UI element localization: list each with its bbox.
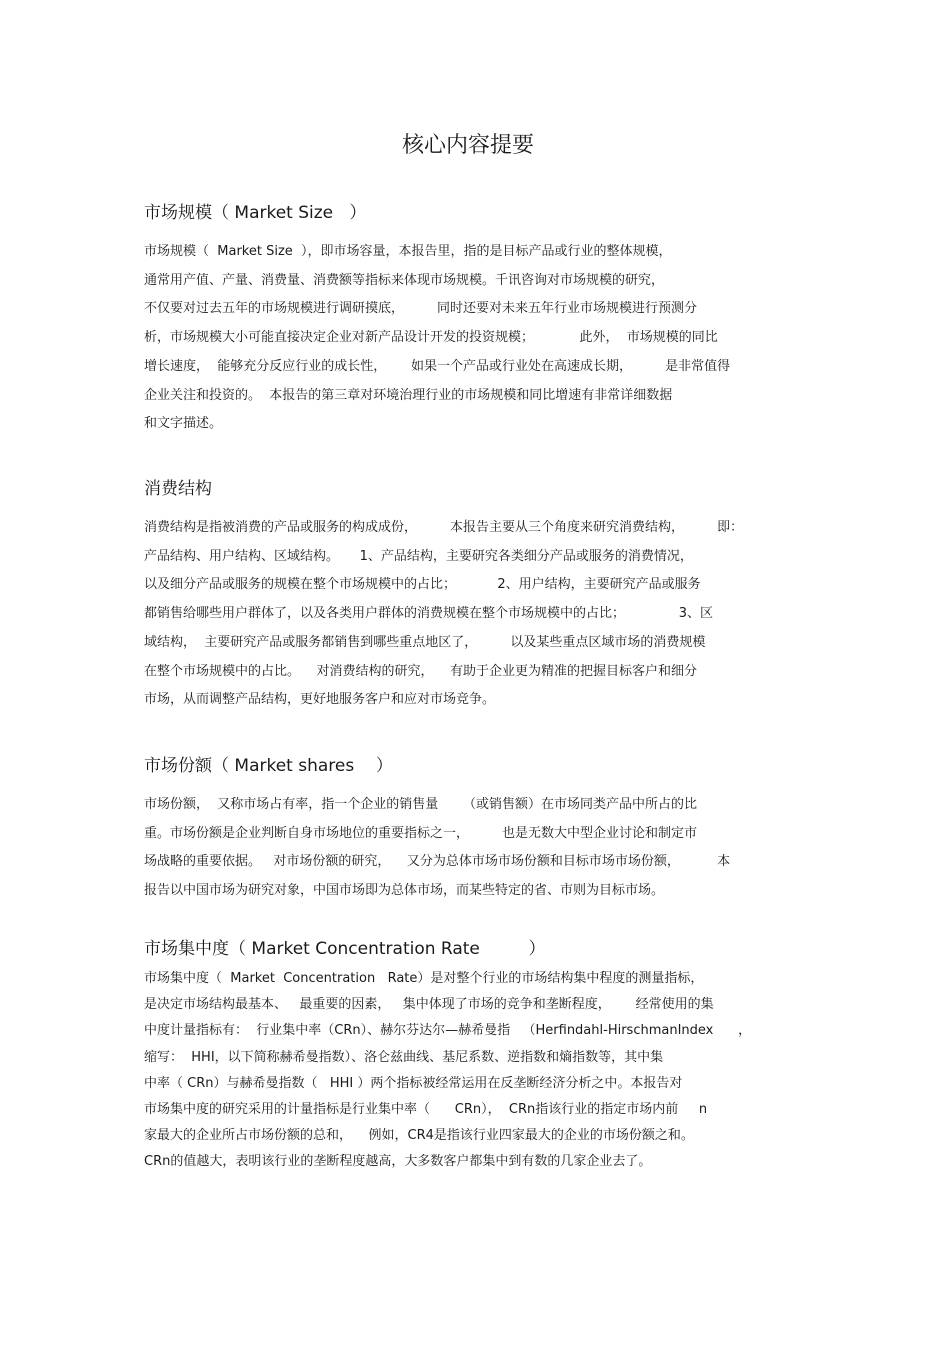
paragraph-line: 都销售给哪些用户群体了，以及各类用户群体的消费规模在整个市场规模中的占比； 3、区: [144, 606, 713, 622]
section-market-shares: [144, 753, 810, 906]
paragraph-line: 缩写： HHI，以下简称赫希曼指数）、洛仑兹曲线、基尼系数、逆指数和熵指数等，其中集: [144, 1049, 664, 1065]
section-consumption-structure: [144, 476, 810, 715]
document-title: 核心内容提要: [401, 133, 534, 158]
section-market-concentration: [144, 936, 810, 1176]
paragraph-line: 析，市场规模大小可能直接决定企业对新产品设计开发的投资规模； 此外， 市场规模的同比: [144, 330, 718, 346]
paragraph-line: 产品结构、用户结构、区域结构。 1、产品结构，主要研究各类细分产品或服务的消费情况，: [144, 548, 693, 564]
paragraph-line: 市场，从而调整产品结构，更好地服务客户和应对市场竞争。: [144, 692, 496, 708]
paragraph-line: 是决定市场结构最基本、 最重要的因素， 集中体现了市场的竞争和垄断程度， 经常使用的集: [144, 997, 714, 1013]
section-heading-market-concentration: 市场集中度（ Market Concentration Rate ）: [144, 939, 546, 959]
section-body-market-concentration: [144, 966, 810, 1176]
section-body-market-shares: [144, 791, 810, 906]
section-market-size: [144, 200, 810, 439]
paragraph-line: 企业关注和投资的。 本报告的第三章对环境治理行业的市场规模和同比增速有非常详细数据: [144, 387, 673, 403]
paragraph-line: 以及细分产品或服务的规模在整个市场规模中的占比； 2、用户结构，主要研究产品或服务: [144, 577, 701, 593]
paragraph-line: CRn的值越大，表明该行业的垄断程度越高，大多数客户都集中到有数的几家企业去了。: [144, 1154, 652, 1170]
paragraph-line: 域结构， 主要研究产品或服务都销售到哪些重点地区了， 以及某些重点区域市场的消费规模: [144, 634, 706, 650]
paragraph-line: 中度计量指标有： 行业集中率（CRn）、赫尔芬达尔—赫希曼指 （Herfindahl-HirschmanIndex ，: [144, 1023, 752, 1039]
section-body-market-size: [144, 238, 810, 439]
paragraph-line: 市场集中度的研究采用的计量指标是行业集中率（ CRn）， CRn指该行业的指定市场内前 n: [144, 1102, 708, 1118]
paragraph-line: 和文字描述。: [144, 416, 223, 432]
paragraph-line: 在整个市场规模中的占比。 对消费结构的研究， 有助于企业更为精准的把握目标客户和细分: [144, 663, 698, 679]
paragraph-line: 家最大的企业所占市场份额的总和， 例如，CR4是指该行业四家最大的企业的市场份额之和。: [144, 1128, 694, 1144]
paragraph-line: 重。市场份额是企业判断自身市场地位的重要指标之一， 也是无数大中型企业讨论和制定市: [144, 825, 698, 841]
paragraph-line: 市场规模（ Market Size ），即市场容量，本报告里，指的是目标产品或行业的整体规模，: [144, 244, 672, 259]
section-heading-market-size: 市场规模（ Market Size ）: [144, 203, 367, 223]
section-heading-market-shares: 市场份额（ Market shares ）: [144, 756, 393, 776]
section-heading-consumption-structure: 消费结构: [144, 479, 212, 499]
paragraph-line: 市场份额， 又称市场占有率，指一个企业的销售量 （或销售额）在市场同类产品中所占的比: [144, 797, 698, 812]
paragraph-line: 场战略的重要依据。 对市场份额的研究， 又分为总体市场市场份额和目标市场市场份额， 本: [144, 854, 731, 870]
paragraph-line: 中率（ CRn）与赫希曼指数（ HHI ）两个指标被经常运用在反垄断经济分析之中。本报告对: [144, 1075, 683, 1091]
paragraph-line: 通常用产值、产量、消费量、消费额等指标来体现市场规模。千讯咨询对市场规模的研究，: [144, 272, 665, 288]
paragraph-line: 报告以中国市场为研究对象，中国市场即为总体市场，而某些特定的省、市则为目标市场。: [144, 883, 665, 899]
paragraph-line: 市场集中度（ Market Concentration Rate）是对整个行业的市场结构集中程度的测量指标，: [144, 971, 704, 986]
paragraph-line: 消费结构是指被消费的产品或服务的构成成份， 本报告主要从三个角度来研究消费结构， 即：: [144, 520, 744, 535]
paragraph-line: 不仅要对过去五年的市场规模进行调研摸底， 同时还要对未来五年行业市场规模进行预测分: [144, 301, 698, 317]
section-body-consumption-structure: [144, 514, 810, 715]
paragraph-line: 增长速度， 能够充分反应行业的成长性， 如果一个产品或行业处在高速成长期， 是非常值得: [144, 358, 731, 374]
